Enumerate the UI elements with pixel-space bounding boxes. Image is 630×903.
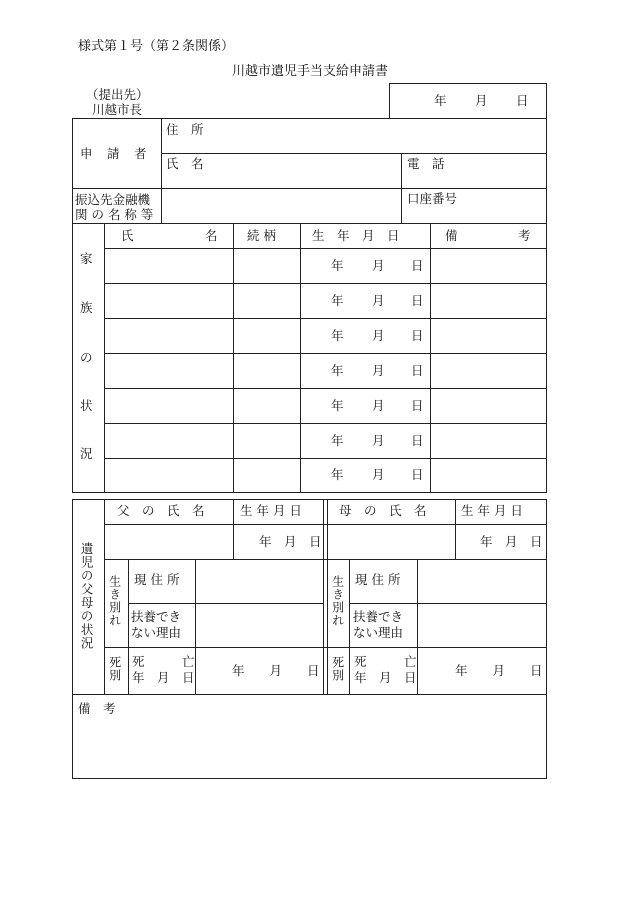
mother-birth-ymd: 年 月 日	[480, 534, 543, 549]
family-side-char-2: 族	[80, 300, 93, 315]
family-year: 年	[331, 328, 344, 343]
mother-address-label: 現 住 所	[355, 572, 401, 587]
family-header-birth: 生 年 月 日	[312, 228, 400, 243]
submit-to-value: 川越市長	[92, 102, 143, 117]
family-name-field[interactable]	[105, 249, 232, 283]
family-side-char-3: の	[80, 350, 93, 365]
family-day: 日	[411, 293, 424, 308]
family-remarks-field[interactable]	[431, 284, 546, 318]
family-year: 年	[331, 258, 344, 273]
father-reason-field[interactable]	[196, 604, 322, 647]
mother-cannot-support-2: ない理由	[353, 625, 404, 640]
family-name-field[interactable]	[105, 389, 232, 423]
family-month: 月	[372, 467, 385, 482]
mother-death-label-2: 年 月 日	[354, 670, 417, 685]
family-year: 年	[331, 433, 344, 448]
name-label: 氏 名	[166, 156, 204, 171]
family-year: 年	[331, 467, 344, 482]
father-living-apart-label: 生き別れ	[107, 575, 122, 627]
submission-month: 月	[475, 93, 488, 108]
family-day: 日	[411, 328, 424, 343]
name-field[interactable]	[162, 154, 400, 188]
family-month: 月	[372, 363, 385, 378]
submission-day: 日	[516, 93, 529, 108]
family-relation-field[interactable]	[234, 424, 299, 458]
family-day: 日	[411, 467, 424, 482]
phone-field[interactable]	[402, 154, 546, 188]
account-number-label: 口座番号	[407, 191, 458, 206]
submission-year: 年	[434, 93, 447, 108]
family-day: 日	[411, 433, 424, 448]
bank-name-field[interactable]	[162, 189, 400, 223]
family-remarks-field[interactable]	[431, 389, 546, 423]
family-year: 年	[331, 293, 344, 308]
father-cannot-support-1: 扶養でき	[131, 609, 182, 624]
family-month: 月	[372, 293, 385, 308]
father-death-label-1: 死 亡	[132, 654, 195, 669]
address-field[interactable]	[162, 119, 546, 153]
father-address-field[interactable]	[196, 560, 322, 603]
family-name-field[interactable]	[105, 319, 232, 353]
family-remarks-field[interactable]	[431, 459, 546, 492]
family-month: 月	[372, 433, 385, 448]
mother-death-label-1: 死 亡	[354, 654, 417, 669]
family-month: 月	[372, 258, 385, 273]
family-name-field[interactable]	[105, 459, 232, 492]
family-relation-field[interactable]	[234, 459, 299, 492]
family-day: 日	[411, 398, 424, 413]
family-day: 日	[411, 363, 424, 378]
father-death-ymd: 年 月 日	[232, 663, 320, 678]
mother-death-ymd: 年 月 日	[455, 663, 543, 678]
family-side-char-4: 状	[80, 398, 93, 413]
family-name-field[interactable]	[105, 424, 232, 458]
family-relation-field[interactable]	[234, 284, 299, 318]
family-year: 年	[331, 363, 344, 378]
father-cannot-support-2: ない理由	[131, 625, 182, 640]
address-label: 住 所	[166, 122, 204, 137]
family-header-remarks-a: 備	[445, 228, 458, 243]
family-relation-field[interactable]	[234, 389, 299, 423]
family-name-field[interactable]	[105, 284, 232, 318]
family-header-name-a: 氏	[121, 228, 134, 243]
applicant-label: 申 請 者	[80, 146, 148, 161]
family-month: 月	[372, 398, 385, 413]
mother-reason-field[interactable]	[418, 604, 546, 647]
mother-name-header: 母 の 氏 名	[339, 503, 427, 518]
family-side-char-1: 家	[80, 251, 93, 266]
submit-to-label: （提出先）	[86, 87, 149, 102]
mother-cannot-support-1: 扶養でき	[353, 609, 404, 624]
family-relation-field[interactable]	[234, 249, 299, 283]
family-relation-field[interactable]	[234, 319, 299, 353]
form-number: 様式第１号（第２条関係）	[78, 39, 235, 54]
father-name-header: 父 の 氏 名	[117, 503, 205, 518]
family-month: 月	[372, 328, 385, 343]
remarks-field[interactable]	[73, 718, 546, 778]
parents-side-label: 遺児の父母の状況	[79, 542, 95, 650]
family-remarks-field[interactable]	[431, 249, 546, 283]
mother-deceased-label: 死別	[330, 656, 345, 682]
family-remarks-field[interactable]	[431, 354, 546, 388]
family-header-remarks-b: 考	[518, 228, 531, 243]
family-day: 日	[411, 258, 424, 273]
father-birth-ymd: 年 月 日	[259, 534, 322, 549]
family-header-name-b: 名	[205, 228, 218, 243]
family-remarks-field[interactable]	[431, 319, 546, 353]
father-birth-header: 生 年 月 日	[240, 503, 302, 518]
mother-name-field[interactable]	[328, 525, 454, 559]
father-address-label: 現 住 所	[134, 572, 180, 587]
account-number-field[interactable]	[402, 206, 546, 222]
remarks-label: 備 考	[78, 701, 116, 716]
mother-living-apart-label: 生き別れ	[330, 575, 345, 627]
family-side-char-5: 況	[80, 446, 93, 461]
father-deceased-label: 死別	[107, 656, 122, 682]
father-death-label-2: 年 月 日	[132, 670, 195, 685]
family-year: 年	[331, 398, 344, 413]
mother-address-field[interactable]	[418, 560, 546, 603]
family-remarks-field[interactable]	[431, 424, 546, 458]
family-header-relation: 続 柄	[247, 228, 276, 243]
bank-label-line1: 振込先金融機	[75, 192, 151, 207]
mother-birth-header: 生 年 月 日	[461, 503, 523, 518]
bank-label-line2: 関 の 名 称 等	[75, 207, 154, 222]
family-name-field[interactable]	[105, 354, 232, 388]
family-relation-field[interactable]	[234, 354, 299, 388]
form-title: 川越市遺児手当支給申請書	[232, 64, 389, 79]
phone-label: 電 話	[407, 156, 445, 171]
father-name-field[interactable]	[105, 525, 232, 559]
